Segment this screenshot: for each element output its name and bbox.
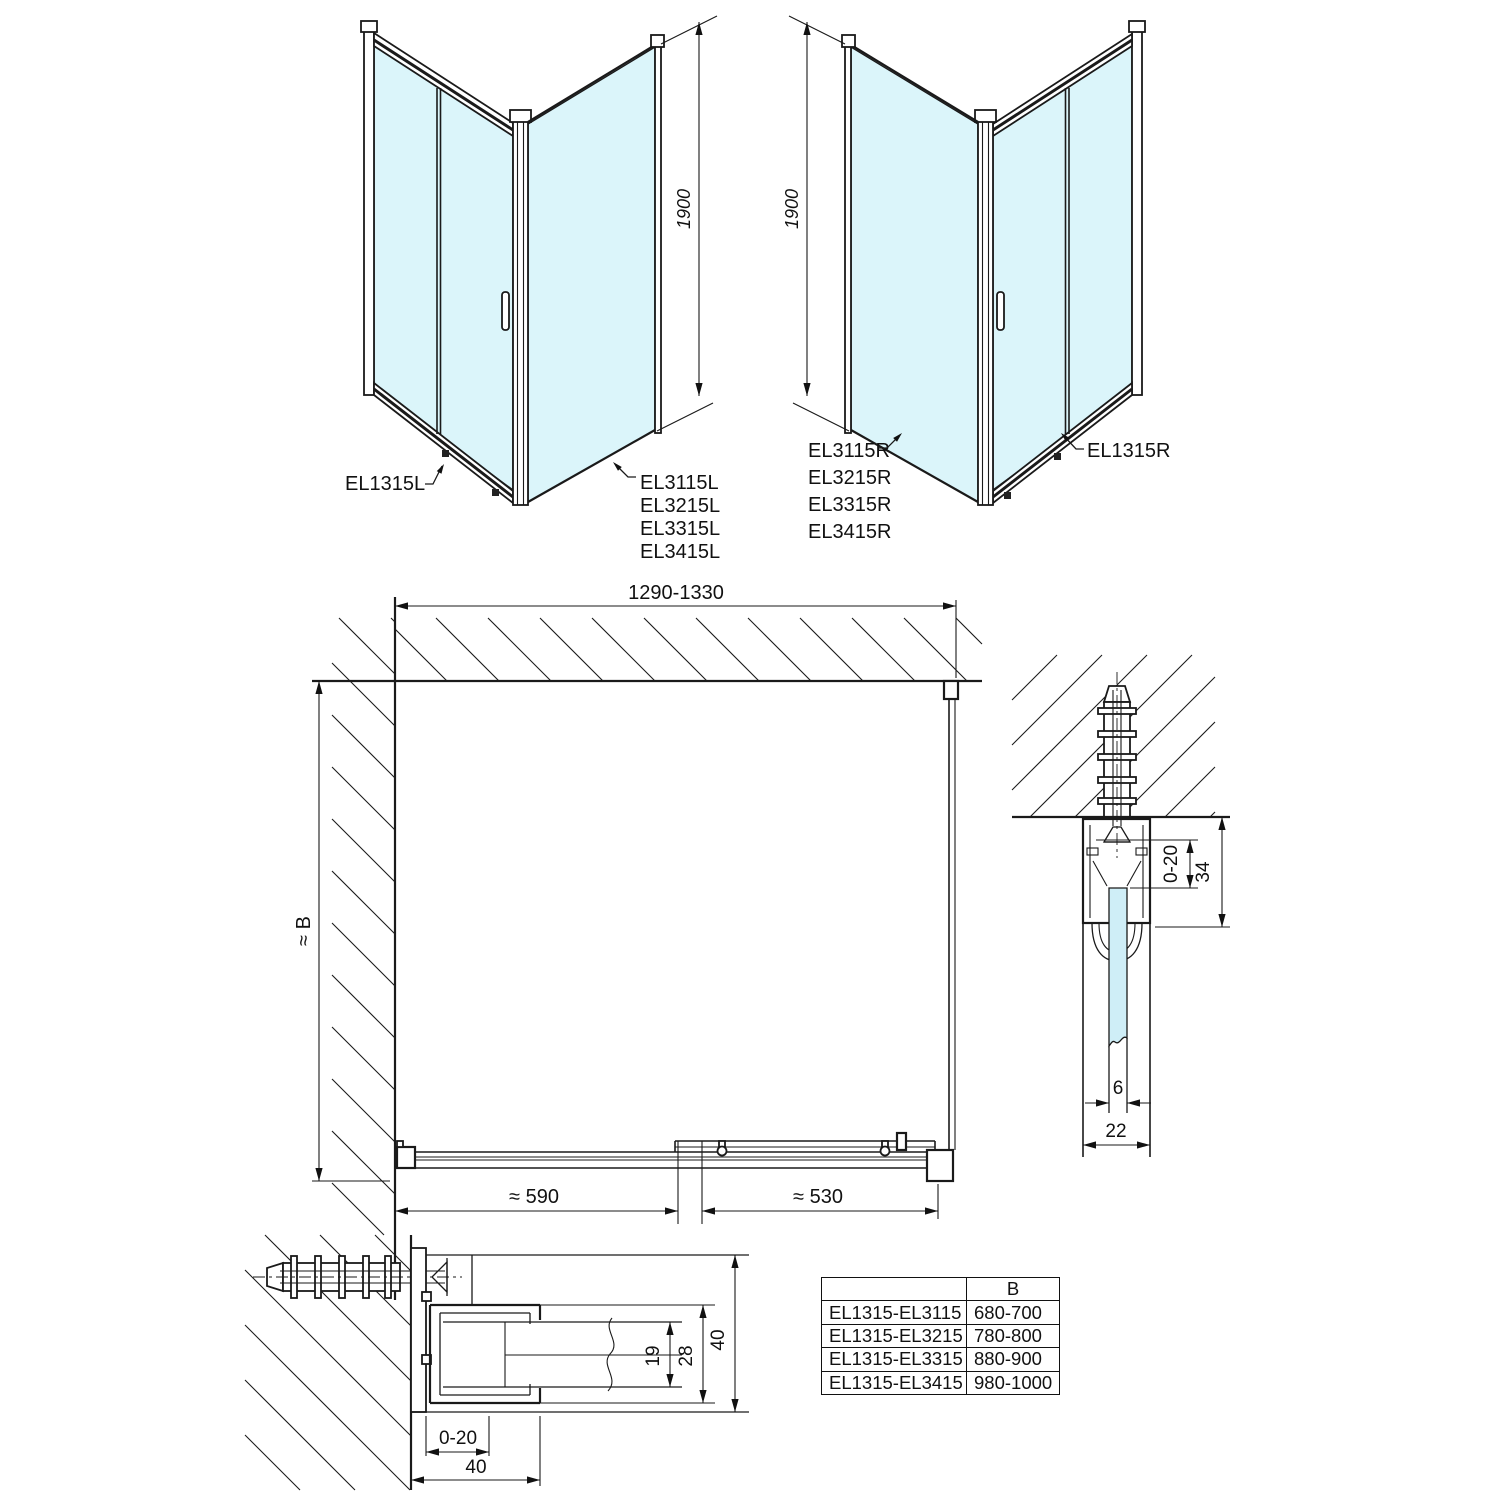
wall-anchor-dowel (1098, 672, 1136, 858)
table-cell: EL1315-EL3115 (822, 1301, 967, 1324)
floor-profile-body (411, 1255, 749, 1412)
roller-symbol (881, 1147, 890, 1156)
dim-text-34: 34 (1193, 861, 1214, 883)
wall-bracket-top (944, 681, 958, 699)
size-table-header-row (822, 1278, 1060, 1301)
dim-height-left (657, 16, 717, 431)
door-roller (1054, 453, 1061, 460)
glass-pane-section (1109, 888, 1127, 1046)
label-panel-left-1: EL3115L (640, 472, 719, 494)
table-cell: 780-800 (967, 1324, 1060, 1347)
dim-frame-depth-28 (676, 1305, 707, 1403)
dim-height-right (782, 16, 849, 431)
dim-fixed-panel (395, 1186, 678, 1215)
label-panel-right-2: EL3215R (808, 467, 892, 489)
size-table-header-b: B (967, 1278, 1060, 1301)
door-handle (997, 292, 1004, 330)
dim-plan-width (395, 582, 956, 678)
door-handle (502, 292, 509, 330)
dim-text-door-width: ≈ 530 (793, 1186, 843, 1208)
wall-bracket-left (397, 1147, 415, 1168)
iso-drawing-right (782, 16, 1170, 543)
dim-adjust-0-20 (1096, 840, 1198, 888)
iso-drawing-left (345, 16, 720, 563)
roller-symbol (718, 1147, 727, 1156)
dim-text-28: 28 (676, 1345, 697, 1367)
door-upright (1132, 28, 1142, 395)
dim-glass-6 (1085, 1078, 1151, 1107)
table-row (822, 1324, 1060, 1347)
corner-post (978, 117, 993, 505)
table-row (822, 1371, 1060, 1394)
plan-view (293, 582, 982, 1300)
dim-text-22: 22 (1105, 1121, 1127, 1142)
wall-hatch-left (332, 618, 395, 1235)
dim-text-1900-right: 1900 (782, 188, 802, 230)
table-cell: EL1315-EL3315 (822, 1348, 967, 1371)
door-glass-right (993, 38, 1132, 490)
label-panel-right-4: EL3415R (808, 521, 892, 543)
side-panel-glass-left (528, 47, 655, 502)
door-roller (1004, 492, 1011, 499)
size-table (821, 1277, 1060, 1395)
table-cell: 980-1000 (967, 1371, 1060, 1394)
dim-text-plan-depth: ≈ B (293, 916, 315, 946)
table-cell: EL1315-EL3415 (822, 1371, 967, 1394)
label-panel-left-3: EL3315L (640, 518, 721, 540)
table-row (822, 1301, 1060, 1324)
door-roller (492, 489, 499, 496)
table-cell: EL1315-EL3215 (822, 1324, 967, 1347)
dim-plan-depth (293, 681, 390, 1181)
dim-floor-adjust-0-20 (426, 1416, 489, 1456)
corner-post (513, 117, 528, 505)
dim-text-plan-width: 1290-1330 (628, 582, 724, 604)
corner-bracket (927, 1150, 953, 1181)
label-panel-right-3: EL3315R (808, 494, 892, 516)
dim-text-1900-left: 1900 (674, 188, 694, 230)
label-door-left: EL1315L (345, 473, 426, 495)
dim-text-40r: 40 (708, 1329, 729, 1351)
dim-text-6: 6 (1112, 1078, 1124, 1099)
table-row (822, 1348, 1060, 1371)
wall-strip-profile (411, 1248, 426, 1412)
dim-door-width (702, 1184, 938, 1219)
label-panel-right-1: EL3115R (808, 440, 890, 462)
dim-profile-depth-40 (708, 1255, 739, 1412)
dim-text-19: 19 (643, 1345, 664, 1367)
side-panel-frame (845, 42, 851, 433)
dim-profile-width-22 (1083, 1121, 1150, 1149)
door-stopper (897, 1133, 906, 1150)
wall-profile-section (1012, 655, 1230, 1157)
label-panel-left-2: EL3215L (640, 495, 721, 517)
floor-profile-section (245, 1235, 749, 1490)
table-cell: 880-900 (967, 1348, 1060, 1371)
dim-text-fixed-panel: ≈ 590 (509, 1186, 559, 1208)
door-roller (442, 450, 449, 457)
table-cell: 680-700 (967, 1301, 1060, 1324)
size-table-header-empty (822, 1278, 967, 1301)
dim-text-adjust: 0-20 (1161, 844, 1182, 884)
wall-hatch-top (395, 618, 982, 681)
label-panel-left-4: EL3415L (640, 541, 721, 563)
label-door-right: EL1315R (1087, 440, 1171, 462)
door-glass-left (374, 38, 513, 490)
dim-text-floor-40b: 40 (465, 1457, 487, 1478)
door-upright (364, 28, 374, 395)
side-panel-frame (655, 42, 661, 433)
dim-text-floor-adjust: 0-20 (438, 1428, 478, 1449)
side-panel-glass-right (851, 47, 978, 502)
